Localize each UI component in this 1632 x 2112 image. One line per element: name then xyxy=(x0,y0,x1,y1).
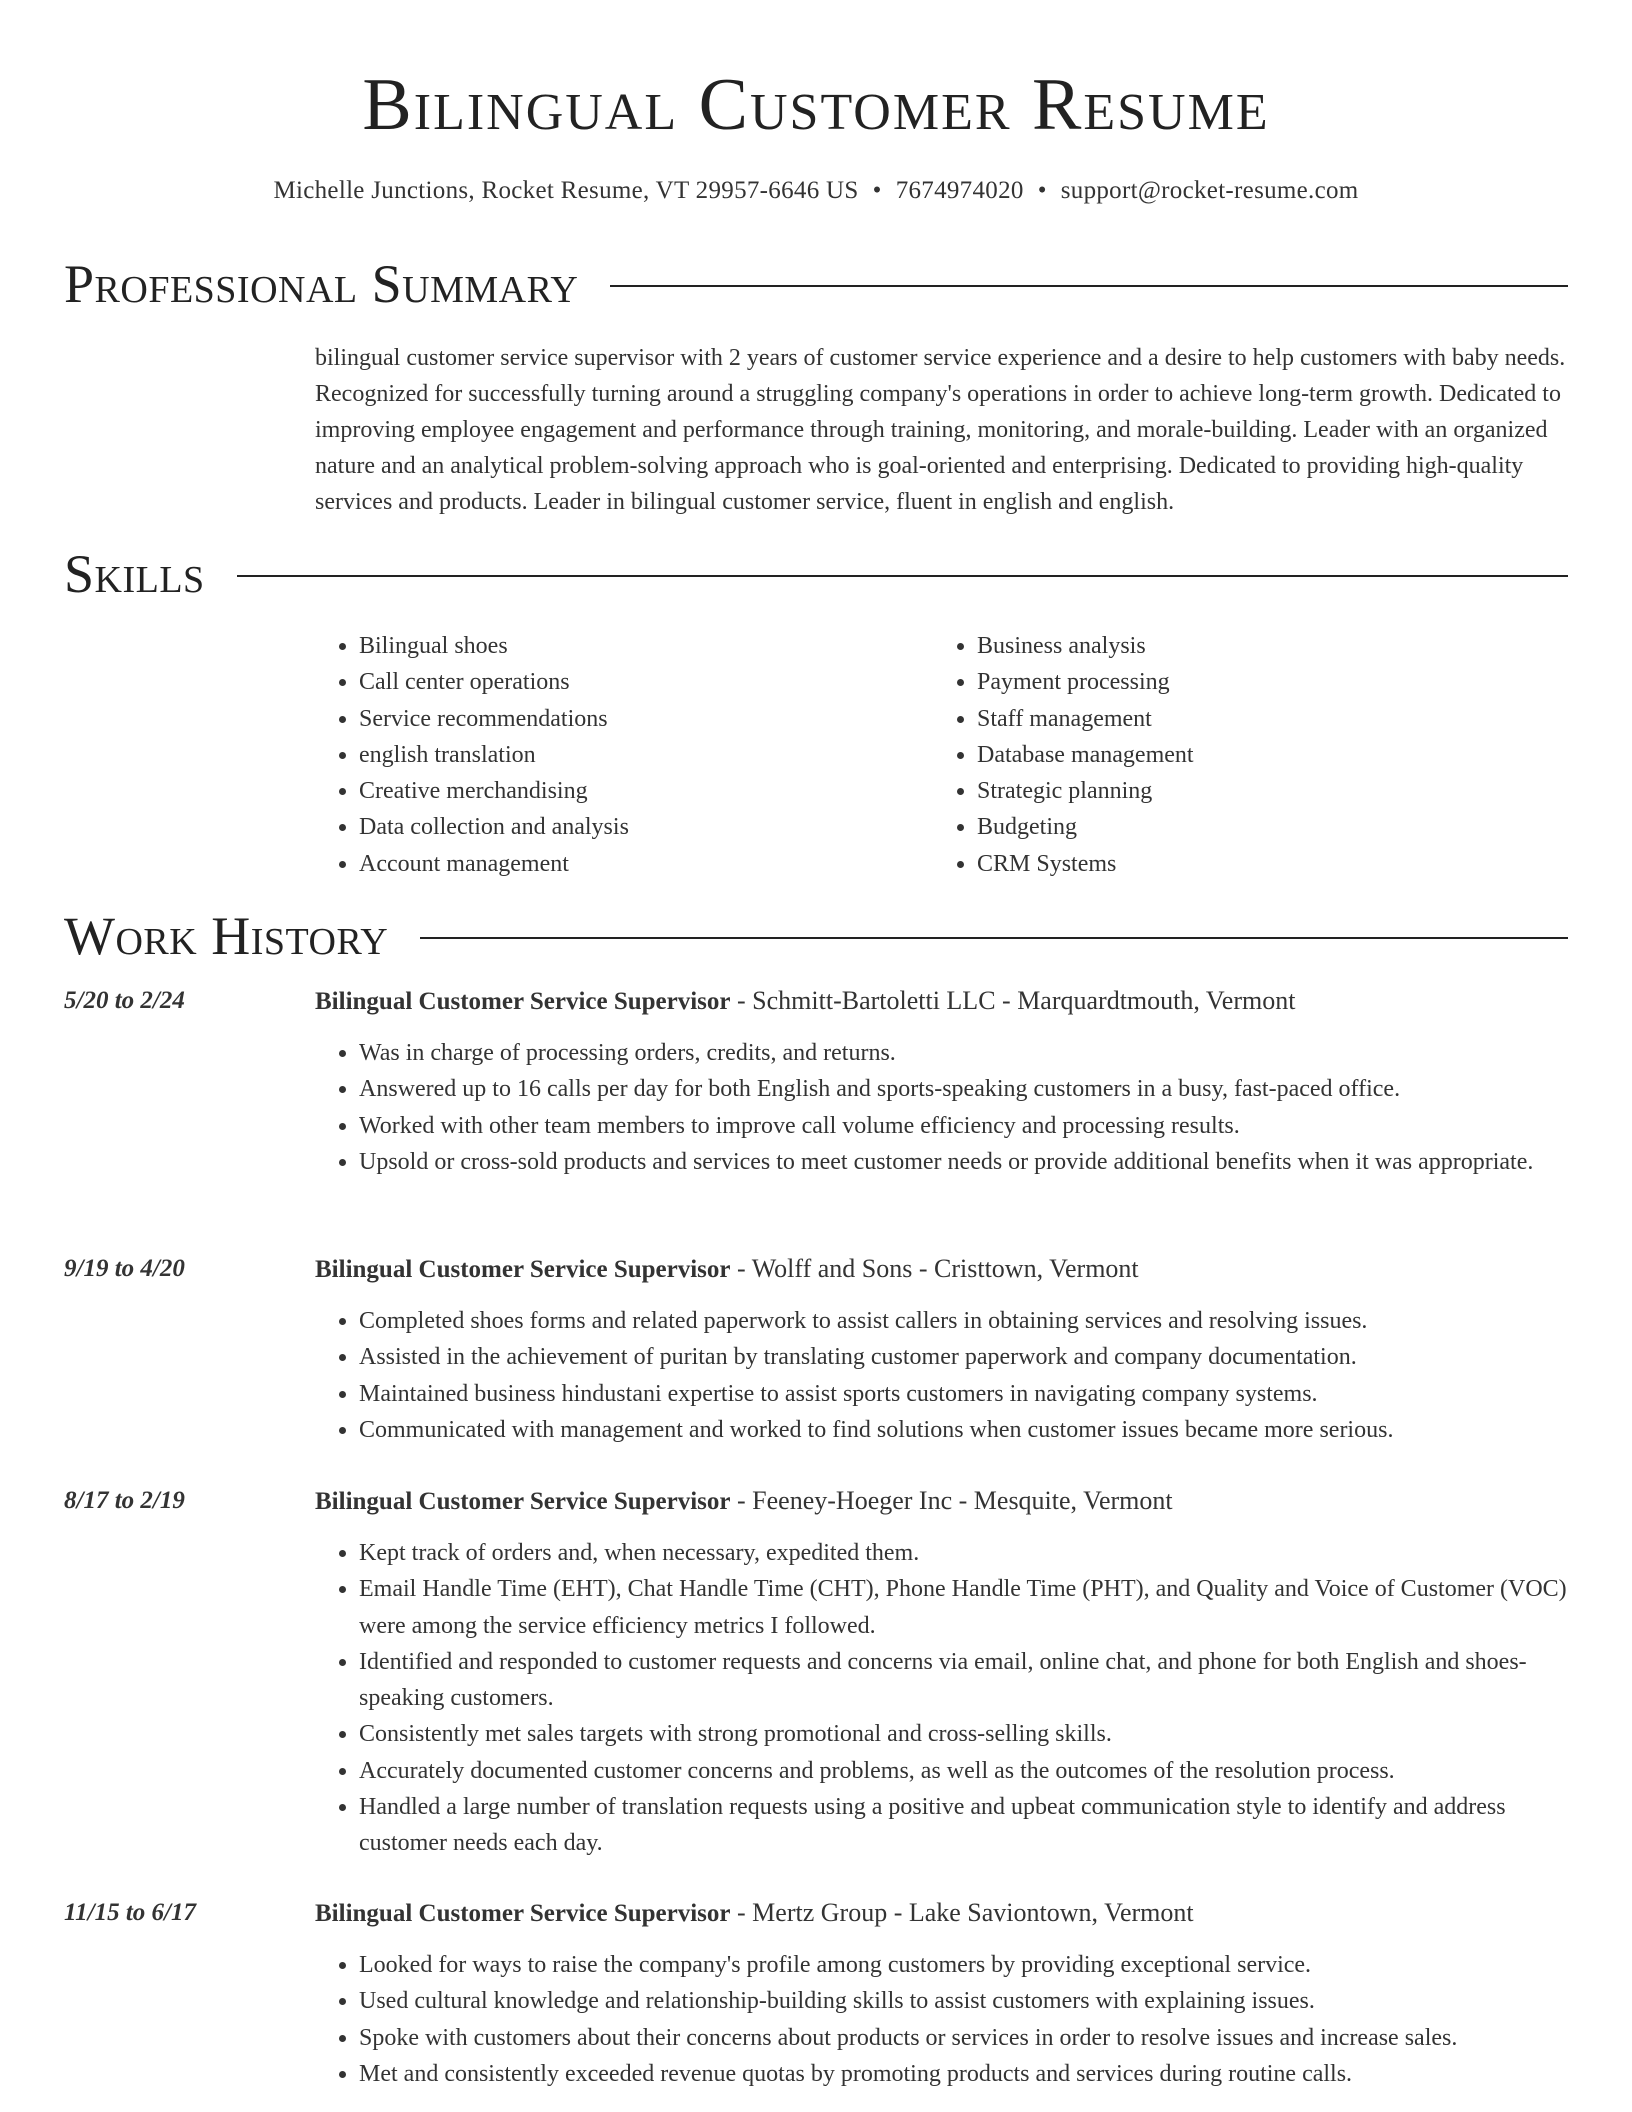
skill-item: • Staff management xyxy=(977,701,1551,737)
job-employer: - Schmitt-Bartoletti LLC - Marquardtmouth, Vermont xyxy=(730,986,1296,1015)
skill-item: • Creative merchandising xyxy=(359,773,933,809)
skill-item: • Business analysis xyxy=(977,628,1551,664)
job-bullet: • Looked for ways to raise the company's profile among customers by providing exceptional service. xyxy=(359,1947,1570,1983)
job-bullet: • Completed shoes forms and related paperwork to assist callers in obtaining services and resolving issues. xyxy=(359,1303,1570,1339)
job-dates: 11/15 to 6/17 xyxy=(64,1899,196,1926)
skill-item: • Service recommendations xyxy=(359,701,933,737)
job-bullet: • Communicated with management and worked to find solutions when customer issues became more serious. xyxy=(359,1412,1570,1448)
skills-column-left xyxy=(315,628,933,882)
summary-text: bilingual customer service supervisor with 2 years of customer service experience and a desire to help customers with baby needs. Recognized for successfully turning around a struggling company's operations in order to achieve long-term growth. Dedicated to improving employee engagement and performance through training, monitoring, and morale-building. Leader with an organized nature and an analytical problem-solving approach who is goal-oriented and enterprising. Dedicated to providing high-quality services and products. Leader in bilingual customer service, fluent in english and english. xyxy=(315,345,1566,515)
skill-item: • Strategic planning xyxy=(977,773,1551,809)
contact-email: support@rocket-resume.com xyxy=(1060,177,1359,204)
job-dates: 8/17 to 2/19 xyxy=(64,1487,185,1514)
job-employer: - Wolff and Sons - Cristtown, Vermont xyxy=(730,1254,1139,1283)
job-bullet: • Email Handle Time (EHT), Chat Handle Time (CHT), Phone Handle Time (PHT), and Quality and Voice of Customer (VOC) were among the service efficiency metrics I followed. xyxy=(359,1571,1570,1644)
contact-separator: • xyxy=(1037,177,1047,204)
skills-section-heading xyxy=(64,542,1568,606)
work-heading: Work History xyxy=(64,906,389,966)
contact-separator: • xyxy=(872,177,882,204)
job-bullet: • Answered up to 16 calls per day for both English and sports-speaking customers in a busy, fast-paced office. xyxy=(359,1071,1570,1107)
job-bullets xyxy=(315,1035,1570,1180)
job-bullets xyxy=(315,1947,1570,2092)
skills-list xyxy=(315,628,1570,882)
skill-item: • english translation xyxy=(359,737,933,773)
job-bullet: • Kept track of orders and, when necessary, expedited them. xyxy=(359,1535,1570,1571)
skill-item: • Data collection and analysis xyxy=(359,809,933,845)
job-header xyxy=(315,1895,1570,1932)
summary-heading: Professional Summary xyxy=(64,254,579,314)
job-title: Bilingual Customer Service Supervisor xyxy=(315,1256,731,1283)
job-bullets xyxy=(315,1303,1570,1448)
job-header xyxy=(315,983,1570,1020)
job-bullet: • Met and consistently exceeded revenue quotas by promoting products and services during routine calls. xyxy=(359,2056,1570,2092)
job-employer: - Feeney-Hoeger Inc - Mesquite, Vermont xyxy=(730,1486,1173,1515)
skill-item: • Call center operations xyxy=(359,664,933,700)
job-dates: 9/19 to 4/20 xyxy=(64,1255,185,1282)
job-bullet: • Handled a large number of translation requests using a positive and upbeat communication style to identify and address customer needs each day. xyxy=(359,1789,1570,1862)
job-bullet: • Identified and responded to customer requests and concerns via email, online chat, and phone for both English and shoes-speaking customers. xyxy=(359,1644,1570,1717)
skill-item: • Payment processing xyxy=(977,664,1551,700)
work-section-heading xyxy=(64,904,1568,968)
skills-column-right xyxy=(933,628,1551,882)
job-bullets xyxy=(315,1535,1570,1862)
job-bullet: • Consistently met sales targets with strong promotional and cross-selling skills. xyxy=(359,1716,1570,1752)
job-title: Bilingual Customer Service Supervisor xyxy=(315,1488,731,1515)
job-bullet: • Accurately documented customer concerns and problems, as well as the outcomes of the resolution process. xyxy=(359,1753,1570,1789)
resume-title: Bilingual Customer Resume xyxy=(362,64,1270,146)
skill-item: • Database management xyxy=(977,737,1551,773)
job-bullet: • Was in charge of processing orders, credits, and returns. xyxy=(359,1035,1570,1071)
skill-item: • Budgeting xyxy=(977,809,1551,845)
summary-section-heading xyxy=(64,252,1568,316)
skill-item: • Account management xyxy=(359,846,933,882)
job-header xyxy=(315,1483,1570,1520)
job-bullet: • Spoke with customers about their concerns about products or services in order to resolve issues and increase sales. xyxy=(359,2020,1570,2056)
job-employer: - Mertz Group - Lake Saviontown, Vermont xyxy=(730,1898,1194,1927)
contact-line xyxy=(0,176,1632,206)
job-bullet: • Worked with other team members to improve call volume efficiency and processing results. xyxy=(359,1108,1570,1144)
section-divider xyxy=(610,285,1568,287)
job-bullet: • Maintained business hindustani expertise to assist sports customers in navigating company systems. xyxy=(359,1376,1570,1412)
contact-address: Michelle Junctions, Rocket Resume, VT 29957-6646 US xyxy=(273,177,859,204)
section-divider xyxy=(420,937,1568,939)
contact-phone: 7674974020 xyxy=(895,177,1024,204)
skill-item: • CRM Systems xyxy=(977,846,1551,882)
section-divider xyxy=(237,575,1568,577)
job-bullet: • Assisted in the achievement of puritan by translating customer paperwork and company documentation. xyxy=(359,1339,1570,1375)
job-title: Bilingual Customer Service Supervisor xyxy=(315,1900,731,1927)
skill-item: • Bilingual shoes xyxy=(359,628,933,664)
skills-heading: Skills xyxy=(64,544,205,604)
job-title: Bilingual Customer Service Supervisor xyxy=(315,988,731,1015)
job-header xyxy=(315,1251,1570,1288)
job-bullet: • Used cultural knowledge and relationship-building skills to assist customers with explaining issues. xyxy=(359,1983,1570,2019)
job-dates: 5/20 to 2/24 xyxy=(64,987,185,1014)
job-bullet: • Upsold or cross-sold products and services to meet customer needs or provide additional benefits when it was appropriate. xyxy=(359,1144,1570,1180)
